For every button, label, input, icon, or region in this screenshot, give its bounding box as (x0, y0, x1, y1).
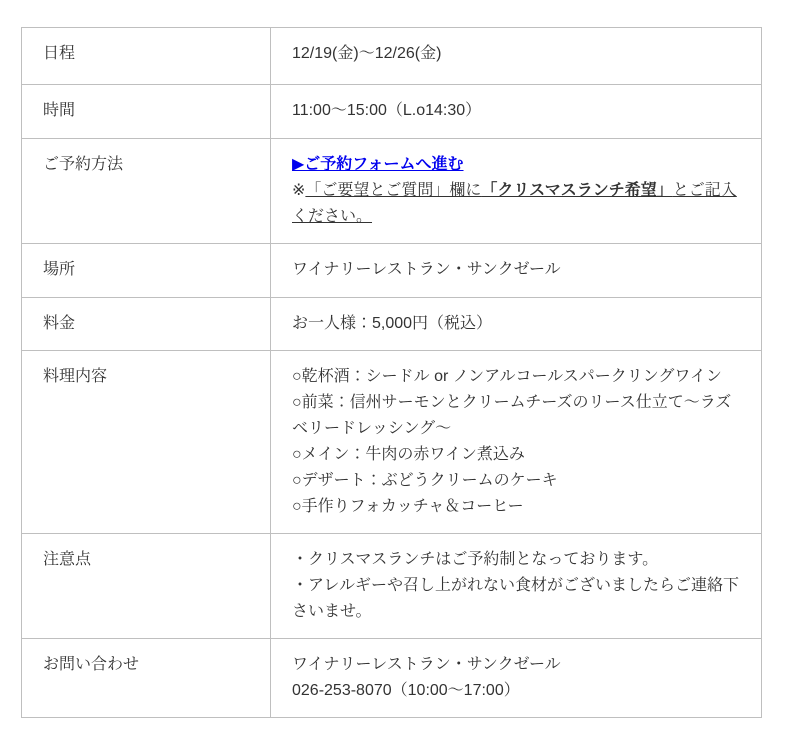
row-value-line-menu-1: ○前菜：信州サーモンとクリームチーズのリース仕立て〜ラズベリードレッシング〜 (292, 394, 732, 437)
reservation-note-part-0: 「ご要望とご質問」欄に (305, 182, 482, 199)
row-value-line-place-0: ワイナリーレストラン・サンクゼール (292, 261, 561, 278)
row-value-contact (271, 639, 762, 718)
row-value-reservation (271, 139, 762, 244)
row-value-notes (271, 534, 762, 639)
page-content (21, 27, 762, 718)
row-label-schedule: 日程 (22, 28, 271, 85)
row-value-line-menu-2: ○メイン：牛肉の赤ワイン煮込み (292, 446, 525, 463)
reservation-note-prefix: ※ (292, 182, 306, 199)
row-value-line-contact-1: 026-253-8070（10:00〜17:00） (292, 682, 520, 699)
row-label-notes: 注意点 (22, 534, 271, 639)
row-value-line-menu-0: ○乾杯酒：シードル or ノンアルコールスパークリングワイン (292, 368, 722, 385)
table-row-time (22, 85, 762, 139)
reservation-note (292, 178, 741, 230)
table-row-place (22, 244, 762, 298)
reservation-form-link[interactable]: ▶ご予約フォームへ進む (292, 156, 464, 173)
info-table (21, 27, 762, 718)
row-label-menu: 料理内容 (22, 351, 271, 534)
table-row-schedule (22, 28, 762, 85)
row-value-line-price-0: お一人様：5,000円（税込） (292, 315, 493, 332)
row-label-reservation: ご予約方法 (22, 139, 271, 244)
table-row-menu (22, 351, 762, 534)
row-value-line-notes-1: ・アレルギーや召し上がれない食材がございましたらご連絡下さいませ。 (292, 577, 739, 620)
row-value-line-menu-3: ○デザート：ぶどうクリームのケーキ (292, 472, 558, 489)
row-value-line-menu-4: ○手作りフォカッチャ＆コーヒー (292, 498, 524, 515)
row-value-line-notes-0: ・クリスマスランチはご予約制となっております。 (292, 551, 659, 568)
info-table-body (22, 28, 762, 718)
row-value-schedule (271, 28, 762, 85)
row-value-place (271, 244, 762, 298)
row-value-time (271, 85, 762, 139)
row-value-line-schedule-0: 12/19(金)〜12/26(金) (292, 45, 442, 62)
row-label-place: 場所 (22, 244, 271, 298)
reservation-note-part-1: 「クリスマスランチ希望」 (481, 182, 673, 199)
row-value-line-contact-0: ワイナリーレストラン・サンクゼール (292, 656, 561, 673)
row-value-price (271, 298, 762, 351)
reservation-note-underlined (292, 182, 737, 225)
row-value-line-time-0: 11:00〜15:00（L.o14:30） (292, 102, 482, 119)
row-label-time: 時間 (22, 85, 271, 139)
row-label-contact: お問い合わせ (22, 639, 271, 718)
reservation-link-line (292, 152, 741, 178)
row-label-price: 料金 (22, 298, 271, 351)
table-row-price (22, 298, 762, 351)
reservation-note-part-2: とご記入ください。 (292, 182, 737, 225)
row-value-menu (271, 351, 762, 534)
table-row-notes (22, 534, 762, 639)
table-row-contact (22, 639, 762, 718)
table-row-reservation (22, 139, 762, 244)
